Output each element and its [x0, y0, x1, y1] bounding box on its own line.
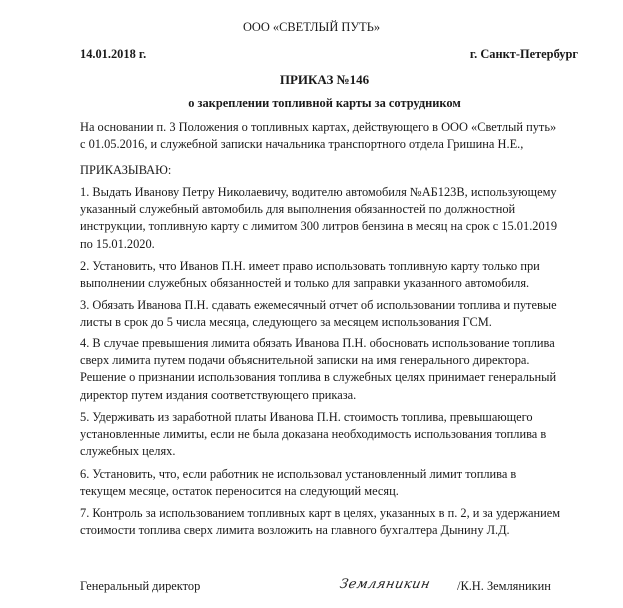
item-line: выполнении служебных обязанностей и только для заправки указанного автомобиля. — [80, 276, 530, 291]
item-line: текущем месяце, остаток переносится на следующий месяц. — [80, 484, 399, 499]
item-line: 4. В случае превышения лимита обязать Иванова П.Н. обосновать использование топлива — [80, 336, 555, 350]
signature-name: /К.Н. Земляникин — [457, 579, 551, 593]
order-item-2 — [80, 258, 580, 292]
item-line: указанный служебный автомобиль для выполнения обязанностей по должностной — [80, 202, 516, 217]
order-item-7 — [80, 505, 580, 539]
item-line: 2. Установить, что Иванов П.Н. имеет право использовать топливную карту только при — [80, 259, 540, 273]
order-city: г. Санкт-Петербург — [469, 47, 578, 61]
item-line: 3. Обязать Иванова П.Н. сдавать ежемесячный отчет об использовании топлива и путевые — [80, 298, 557, 312]
basis-paragraph — [80, 119, 580, 153]
basis-line: На основании п. 3 Положения о топливных картах, действующего в ООО «Светлый путь» — [80, 120, 557, 134]
item-line: Решение о признании использования топлива в служебных целях принимает генеральный — [80, 370, 557, 385]
order-subject: о закреплении топливной карты за сотрудником — [188, 96, 461, 110]
item-line: сверх лимита путем подачи объяснительной записки на имя генерального директора. — [80, 353, 530, 368]
item-line: листы в срок до 5 числа месяца, следующего за месяцем использования ГСМ. — [80, 315, 492, 330]
signature-position: Генеральный директор — [80, 579, 201, 593]
item-line: директор путем издания соответствующего приказа. — [80, 387, 357, 402]
order-item-5 — [80, 409, 580, 461]
order-item-1 — [80, 184, 580, 253]
item-line: установленные лимиты, если не была доказана необходимость использования топлива в — [80, 427, 547, 442]
organization-name: ООО «СВЕТЛЫЙ ПУТЬ» — [242, 20, 381, 34]
order-item-4 — [80, 335, 580, 404]
item-line: служебных целях. — [80, 444, 176, 459]
order-title: ПРИКАЗ №146 — [279, 72, 370, 87]
order-item-6 — [80, 466, 580, 500]
item-line: по 15.01.2020. — [80, 236, 155, 251]
item-line: стоимости топлива сверх лимита возложить на главного бухгалтера Дынину Л.Д. — [80, 523, 510, 538]
item-line: инструкции, топливную карту с лимитом 300 литров бензина в месяц на срок с 15.01.2019 — [80, 219, 558, 234]
item-line: 7. Контроль за использованием топливных карт в целях, указанных в п. 2, и за удержанием — [80, 506, 561, 520]
item-line: 1. Выдать Иванову Петру Николаевичу, водителю автомобиля №АБ123В, использующему — [80, 185, 557, 199]
order-date: 14.01.2018 г. — [80, 47, 147, 61]
handwritten-signature: Земляникин — [338, 577, 432, 592]
order-word: ПРИКАЗЫВАЮ: — [80, 163, 172, 177]
item-line: 5. Удерживать из заработной платы Иванова П.Н. стоимость топлива, превышающего — [80, 410, 533, 424]
item-line: 6. Установить, что, если работник не использовал установленный лимит топлива в — [80, 467, 517, 481]
basis-line: с 01.05.2016, и служебной записки начальника транспортного отдела Гришина Н.Е., — [80, 137, 524, 152]
order-item-3 — [80, 297, 580, 331]
